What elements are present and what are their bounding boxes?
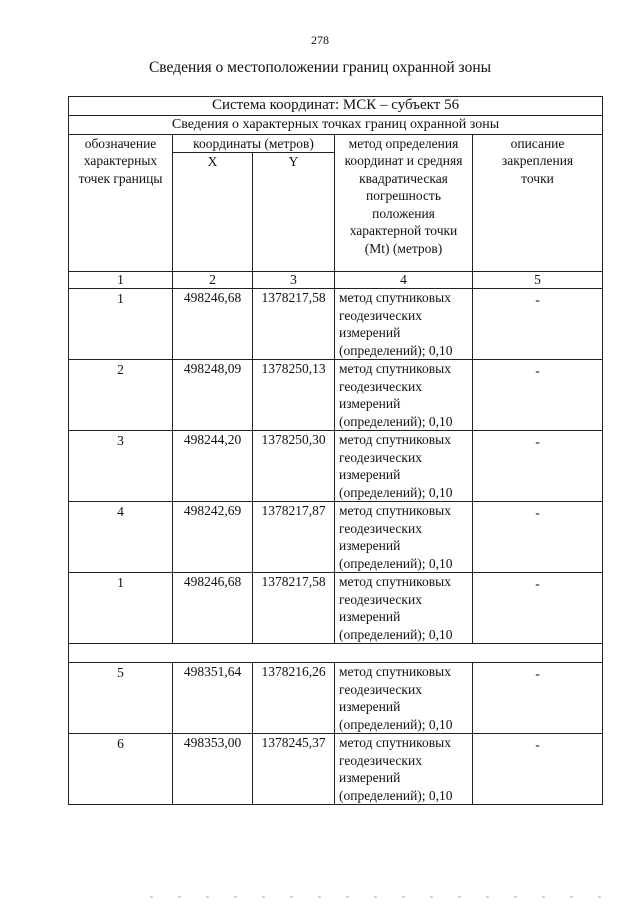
col-number: 3 <box>253 272 335 289</box>
system-header-row <box>69 97 603 116</box>
point-id: 3 <box>69 431 173 502</box>
description-dash: - <box>535 666 540 681</box>
col-header-coords: координаты (метров) <box>173 134 335 153</box>
document-title: Сведения о местоположении границ охранной зоны <box>148 59 492 76</box>
description-cell <box>473 663 603 734</box>
description-dash: - <box>535 505 540 520</box>
col-number: 2 <box>173 272 253 289</box>
method-text: метод спутниковых геодезических измерений (определений); 0,10 <box>335 360 473 431</box>
group-separator <box>69 644 603 663</box>
description-cell <box>473 360 603 431</box>
section-header-row <box>69 116 603 135</box>
coord-x: 498244,20 <box>173 431 253 502</box>
col-header-method: метод определения координат и средняя квадратическая погрешность положения характерной точки (Mt) (метров) <box>335 134 473 272</box>
description-dash: - <box>535 363 540 378</box>
method-text: метод спутниковых геодезических измерений (определений); 0,10 <box>335 734 473 805</box>
page-number: 278 <box>311 33 329 47</box>
column-header-row <box>69 134 603 153</box>
method-text: метод спутниковых геодезических измерений (определений); 0,10 <box>335 663 473 734</box>
point-id: 1 <box>69 289 173 360</box>
col-number: 4 <box>335 272 473 289</box>
point-id: 6 <box>69 734 173 805</box>
description-cell <box>473 289 603 360</box>
table-row <box>69 431 603 502</box>
col-number: 1 <box>69 272 173 289</box>
point-id: 5 <box>69 663 173 734</box>
description-cell <box>473 734 603 805</box>
description-dash: - <box>535 292 540 307</box>
coordinates-table <box>68 96 603 805</box>
description-dash: - <box>535 576 540 591</box>
method-text: метод спутниковых геодезических измерений (определений); 0,10 <box>335 431 473 502</box>
group-separator-row <box>69 644 603 663</box>
description-cell <box>473 502 603 573</box>
section-header: Сведения о характерных точках границ охранной зоны <box>69 116 603 135</box>
coord-y: 1378250,30 <box>253 431 335 502</box>
table-row <box>69 573 603 644</box>
col-header-point: обозначение характерных точек границы <box>69 134 173 272</box>
coord-x: 498351,64 <box>173 663 253 734</box>
description-cell <box>473 573 603 644</box>
coord-y: 1378217,58 <box>253 289 335 360</box>
coord-x: 498246,68 <box>173 573 253 644</box>
method-text: метод спутниковых геодезических измерений (определений); 0,10 <box>335 502 473 573</box>
col-header-x: X <box>173 153 253 272</box>
coordinate-system-header: Система координат: МСК – субъект 56 <box>69 97 603 116</box>
point-id: 2 <box>69 360 173 431</box>
coord-y: 1378216,26 <box>253 663 335 734</box>
description-cell <box>473 431 603 502</box>
coord-y: 1378217,58 <box>253 573 335 644</box>
table-row <box>69 289 603 360</box>
coord-y: 1378245,37 <box>253 734 335 805</box>
col-number: 5 <box>473 272 603 289</box>
description-dash: - <box>535 737 540 752</box>
coord-x: 498248,09 <box>173 360 253 431</box>
method-text: метод спутниковых геодезических измерений (определений); 0,10 <box>335 289 473 360</box>
coord-y: 1378250,13 <box>253 360 335 431</box>
table-row <box>69 360 603 431</box>
col-header-y: Y <box>253 153 335 272</box>
coord-x: 498242,69 <box>173 502 253 573</box>
point-id: 4 <box>69 502 173 573</box>
table-row <box>69 663 603 734</box>
coord-x: 498246,68 <box>173 289 253 360</box>
coord-y: 1378217,87 <box>253 502 335 573</box>
method-text: метод спутниковых геодезических измерений (определений); 0,10 <box>335 573 473 644</box>
scan-artifact-line <box>150 896 610 898</box>
coord-x: 498353,00 <box>173 734 253 805</box>
point-id: 1 <box>69 573 173 644</box>
col-header-description: описание закрепления точки <box>473 134 603 272</box>
description-dash: - <box>535 434 540 449</box>
table-row <box>69 734 603 805</box>
table-row <box>69 502 603 573</box>
column-numbers-row <box>69 272 603 289</box>
